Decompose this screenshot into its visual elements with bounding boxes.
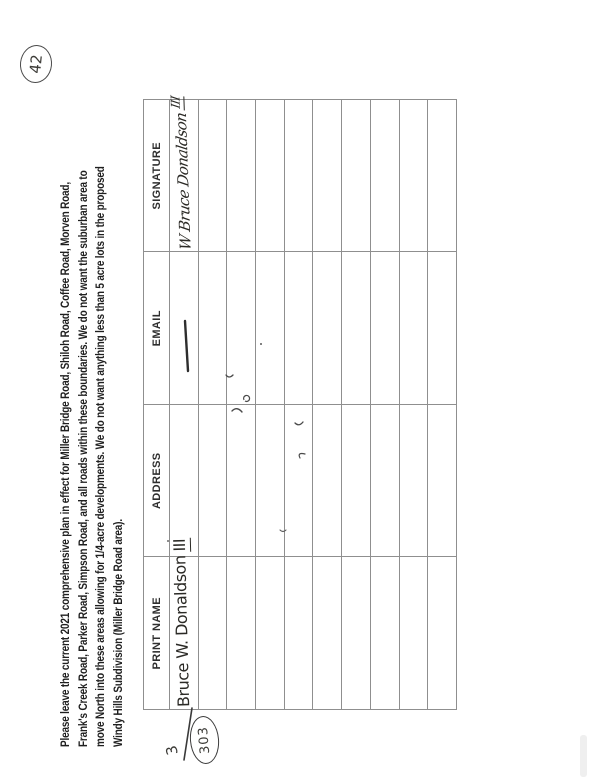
signature-suffix-underlined: III <box>168 95 185 111</box>
table-row <box>399 100 428 710</box>
statement-line: Please leave the current 2021 comprehensive plan in effect for Miller Bridge Road, Shiloh Road, Coffee Road, Morven Road, <box>58 182 72 747</box>
column-header-address: ADDRESS <box>144 405 170 558</box>
table-header-row <box>144 100 170 710</box>
handwritten-print-name: Bruce W. DonaldsonIII <box>169 538 194 708</box>
petition-statement <box>57 83 127 747</box>
table-row <box>256 100 285 710</box>
column-header-print-name: PRINT NAME <box>144 557 170 710</box>
table-row <box>313 100 342 710</box>
statement-line: move North into these areas allowing for 1/4-acre developments. We do not want anything less than 5 acre lots in the proposed <box>93 166 107 747</box>
cell-address <box>170 405 199 558</box>
table-row <box>428 100 457 710</box>
handwritten-signature: W Bruce DonaldsonIII <box>168 95 195 252</box>
statement-line: Frank's Creek Road, Parker Road, Simpson Road, and all roads within these boundaries. We do not want the suburban area to <box>75 170 90 747</box>
margin-circled-number: 303 <box>188 715 221 765</box>
table-row <box>227 100 256 710</box>
page-number-circled: 42 <box>18 43 54 84</box>
table-row <box>342 100 371 710</box>
table-row <box>370 100 399 710</box>
table-row <box>198 100 227 710</box>
name-suffix-underlined: III <box>170 538 191 553</box>
table-row <box>284 100 313 710</box>
scanner-artifact <box>580 735 587 777</box>
statement-line: Windy Hills Subdivision (Miller Bridge Road area). <box>110 519 125 747</box>
column-header-email: EMAIL <box>144 252 170 405</box>
margin-count-note: 3 <box>162 743 182 757</box>
column-header-signature: SIGNATURE <box>144 100 170 253</box>
cell-email <box>170 252 199 405</box>
